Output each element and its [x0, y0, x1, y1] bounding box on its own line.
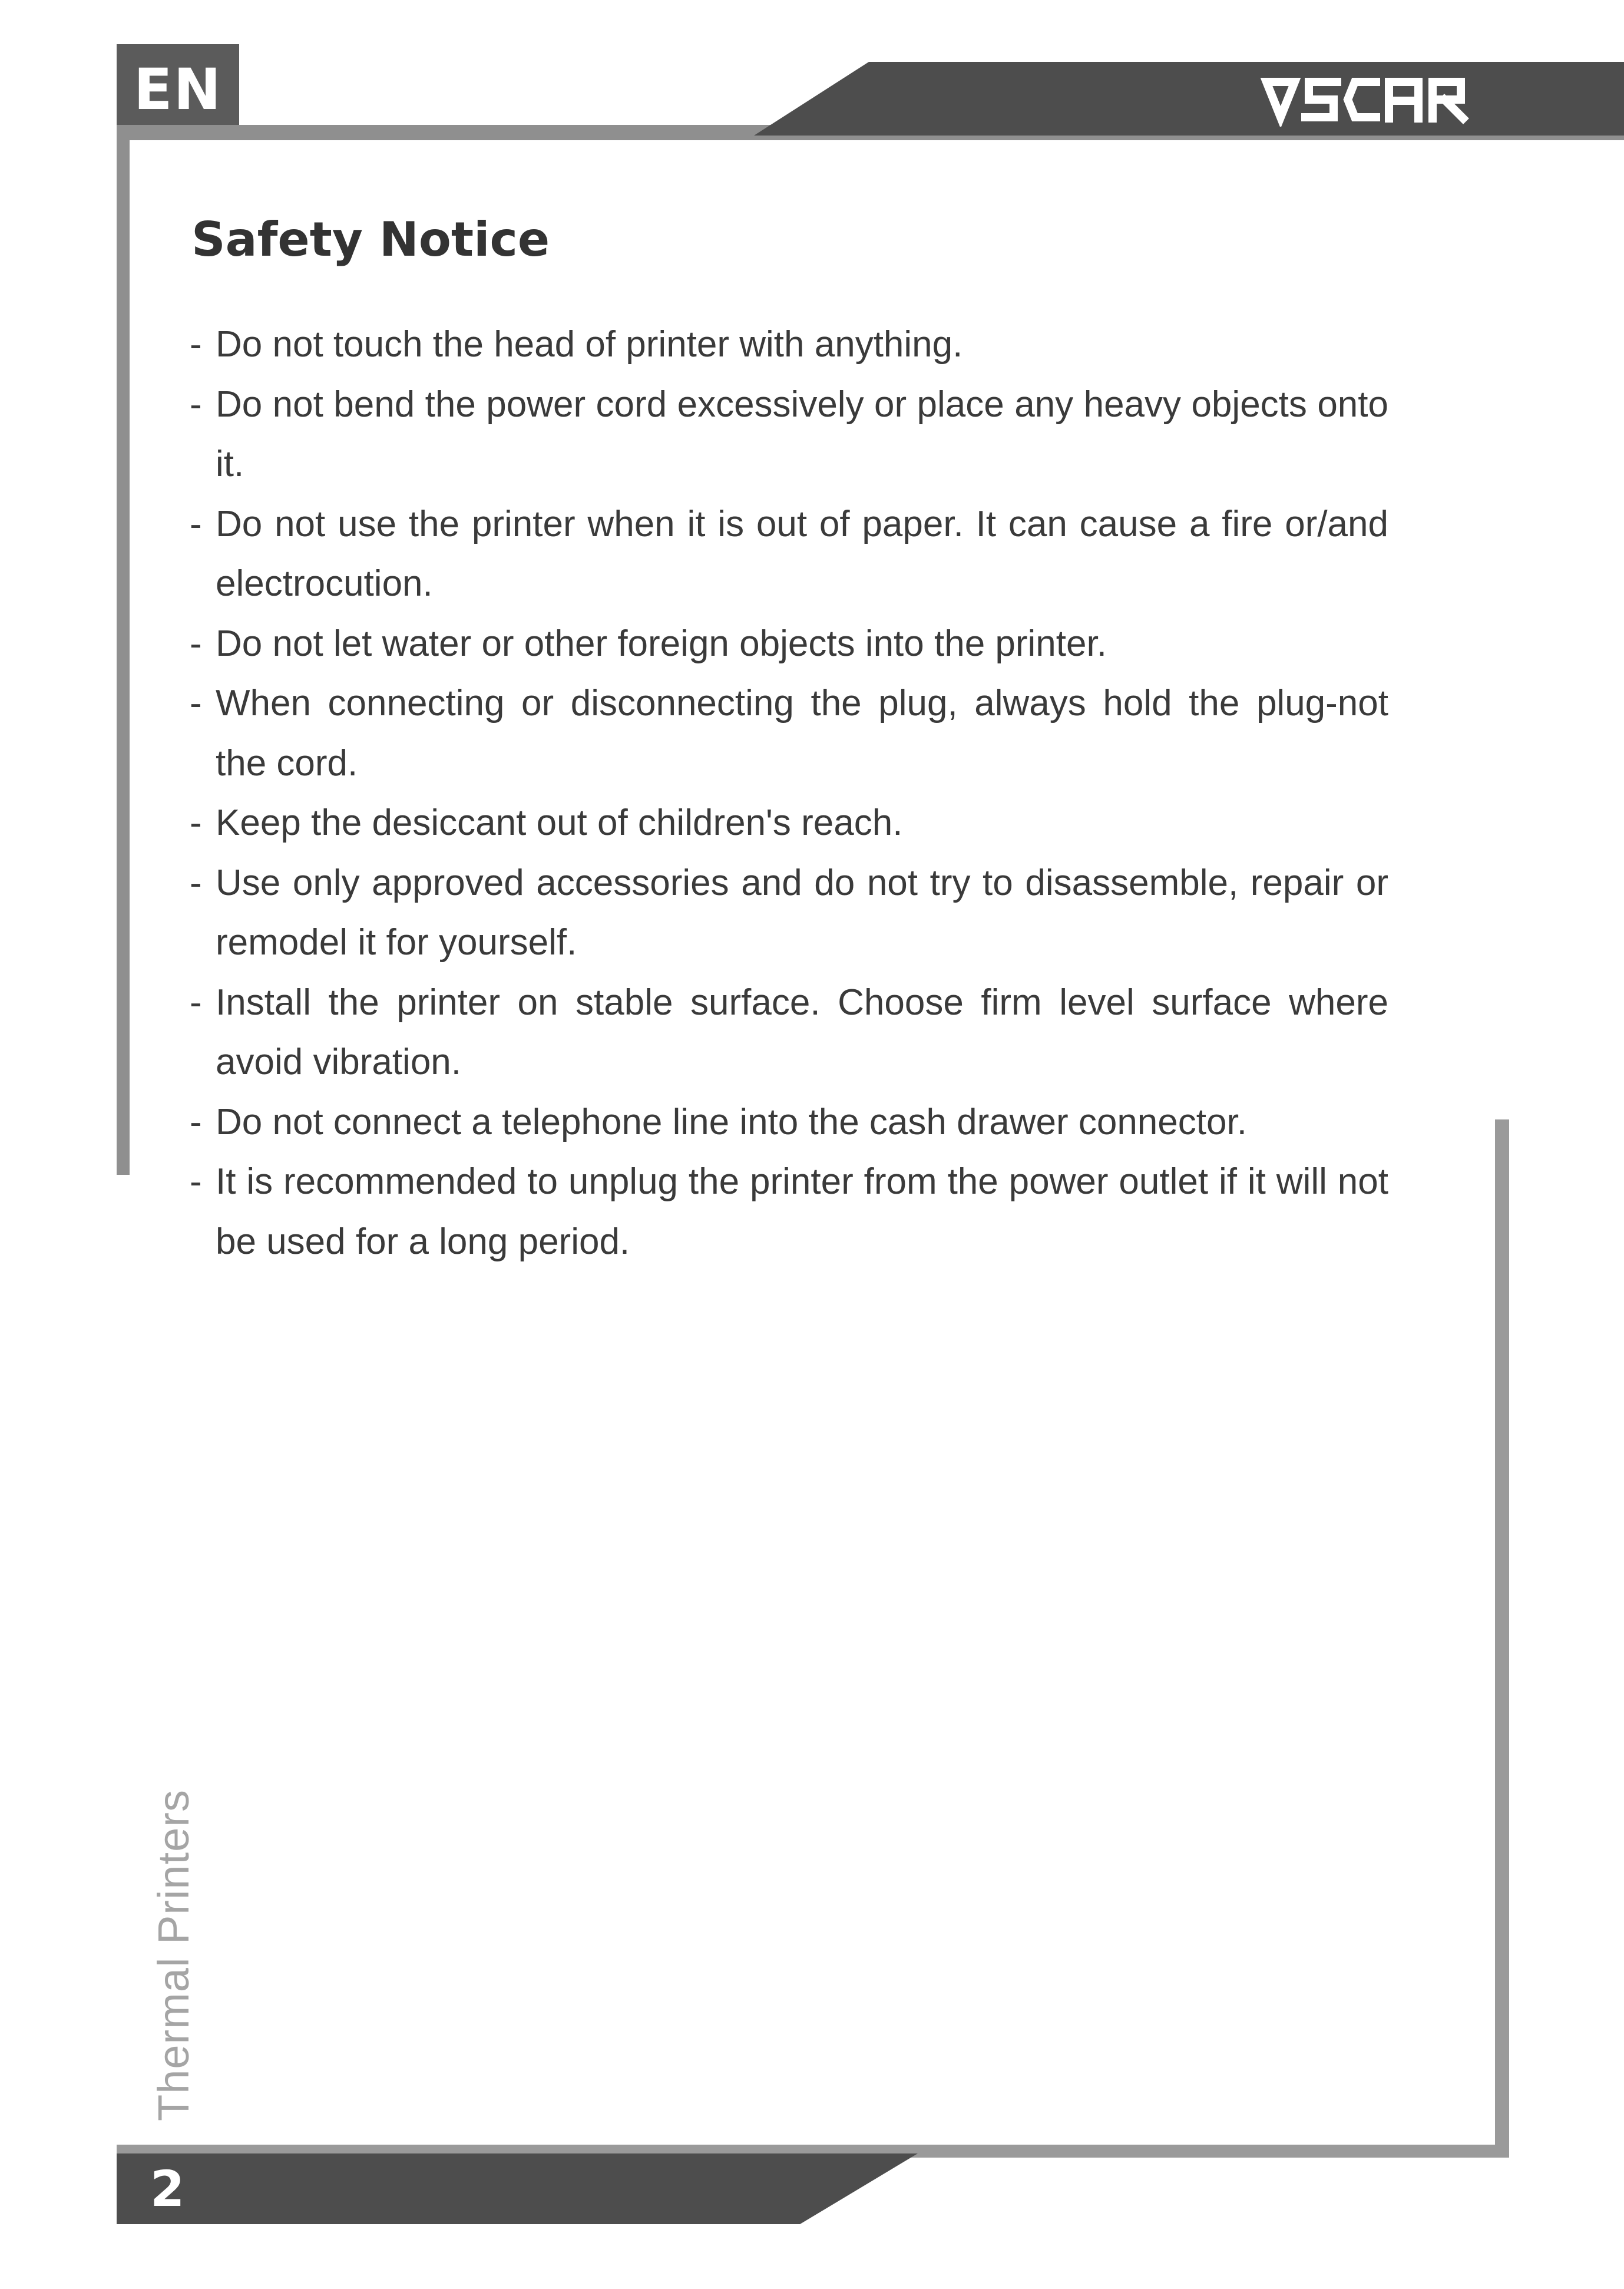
bullet-dash: - — [190, 1101, 202, 1142]
bullet-dash: - — [190, 802, 202, 843]
right-rail — [1495, 1119, 1509, 2156]
safety-notice-item — [190, 1152, 1388, 1271]
notice-text: Do not connect a telephone line into the cash drawer connector. — [216, 1101, 1247, 1142]
left-rail — [117, 125, 130, 1175]
language-tab: EN — [117, 44, 239, 136]
notice-text: Use only approved accessories and do not try to disassemble, repair or remodel it for yourself. — [216, 862, 1388, 963]
safety-notice-item — [190, 793, 1388, 853]
safety-notice-list — [190, 315, 1388, 1271]
bullet-dash: - — [190, 503, 202, 544]
page-number-tab — [117, 2153, 918, 2224]
page-title: Safety Notice — [191, 212, 550, 267]
safety-notice-item — [190, 1092, 1388, 1152]
side-caption: Thermal Printers — [149, 1789, 198, 2121]
safety-notice-item — [190, 315, 1388, 375]
bullet-dash: - — [190, 982, 202, 1023]
bullet-dash: - — [190, 623, 202, 664]
brand-logo — [1261, 74, 1473, 127]
bullet-dash: - — [190, 324, 202, 365]
notice-text: Do not use the printer when it is out of paper. It can cause a fire or/and electrocution. — [216, 503, 1388, 604]
notice-text: Keep the desiccant out of children's reach. — [216, 802, 903, 843]
bullet-dash: - — [190, 683, 202, 724]
safety-notice-item — [190, 494, 1388, 614]
page-number: 2 — [150, 2160, 185, 2218]
notice-text: Do not let water or other foreign objects into the printer. — [216, 623, 1107, 664]
safety-notice-item — [190, 375, 1388, 494]
notice-text: Do not touch the head of printer with anything. — [216, 324, 963, 365]
bullet-dash: - — [190, 384, 202, 425]
notice-text: Do not bend the power cord excessively or place any heavy objects onto it. — [216, 384, 1388, 484]
safety-notice-item — [190, 673, 1388, 793]
safety-notice-item — [190, 614, 1388, 674]
notice-text: When connecting or disconnecting the plug, always hold the plug-not the cord. — [216, 683, 1388, 784]
brand-band — [754, 62, 1624, 136]
notice-text: Install the printer on stable surface. Choose firm level surface where avoid vibration. — [216, 982, 1388, 1082]
safety-notice-item — [190, 973, 1388, 1092]
bullet-dash: - — [190, 862, 202, 903]
safety-notice-item — [190, 853, 1388, 973]
bullet-dash: - — [190, 1161, 202, 1202]
notice-text: It is recommended to unplug the printer from the power outlet if it will not be used for a long period. — [216, 1161, 1388, 1262]
